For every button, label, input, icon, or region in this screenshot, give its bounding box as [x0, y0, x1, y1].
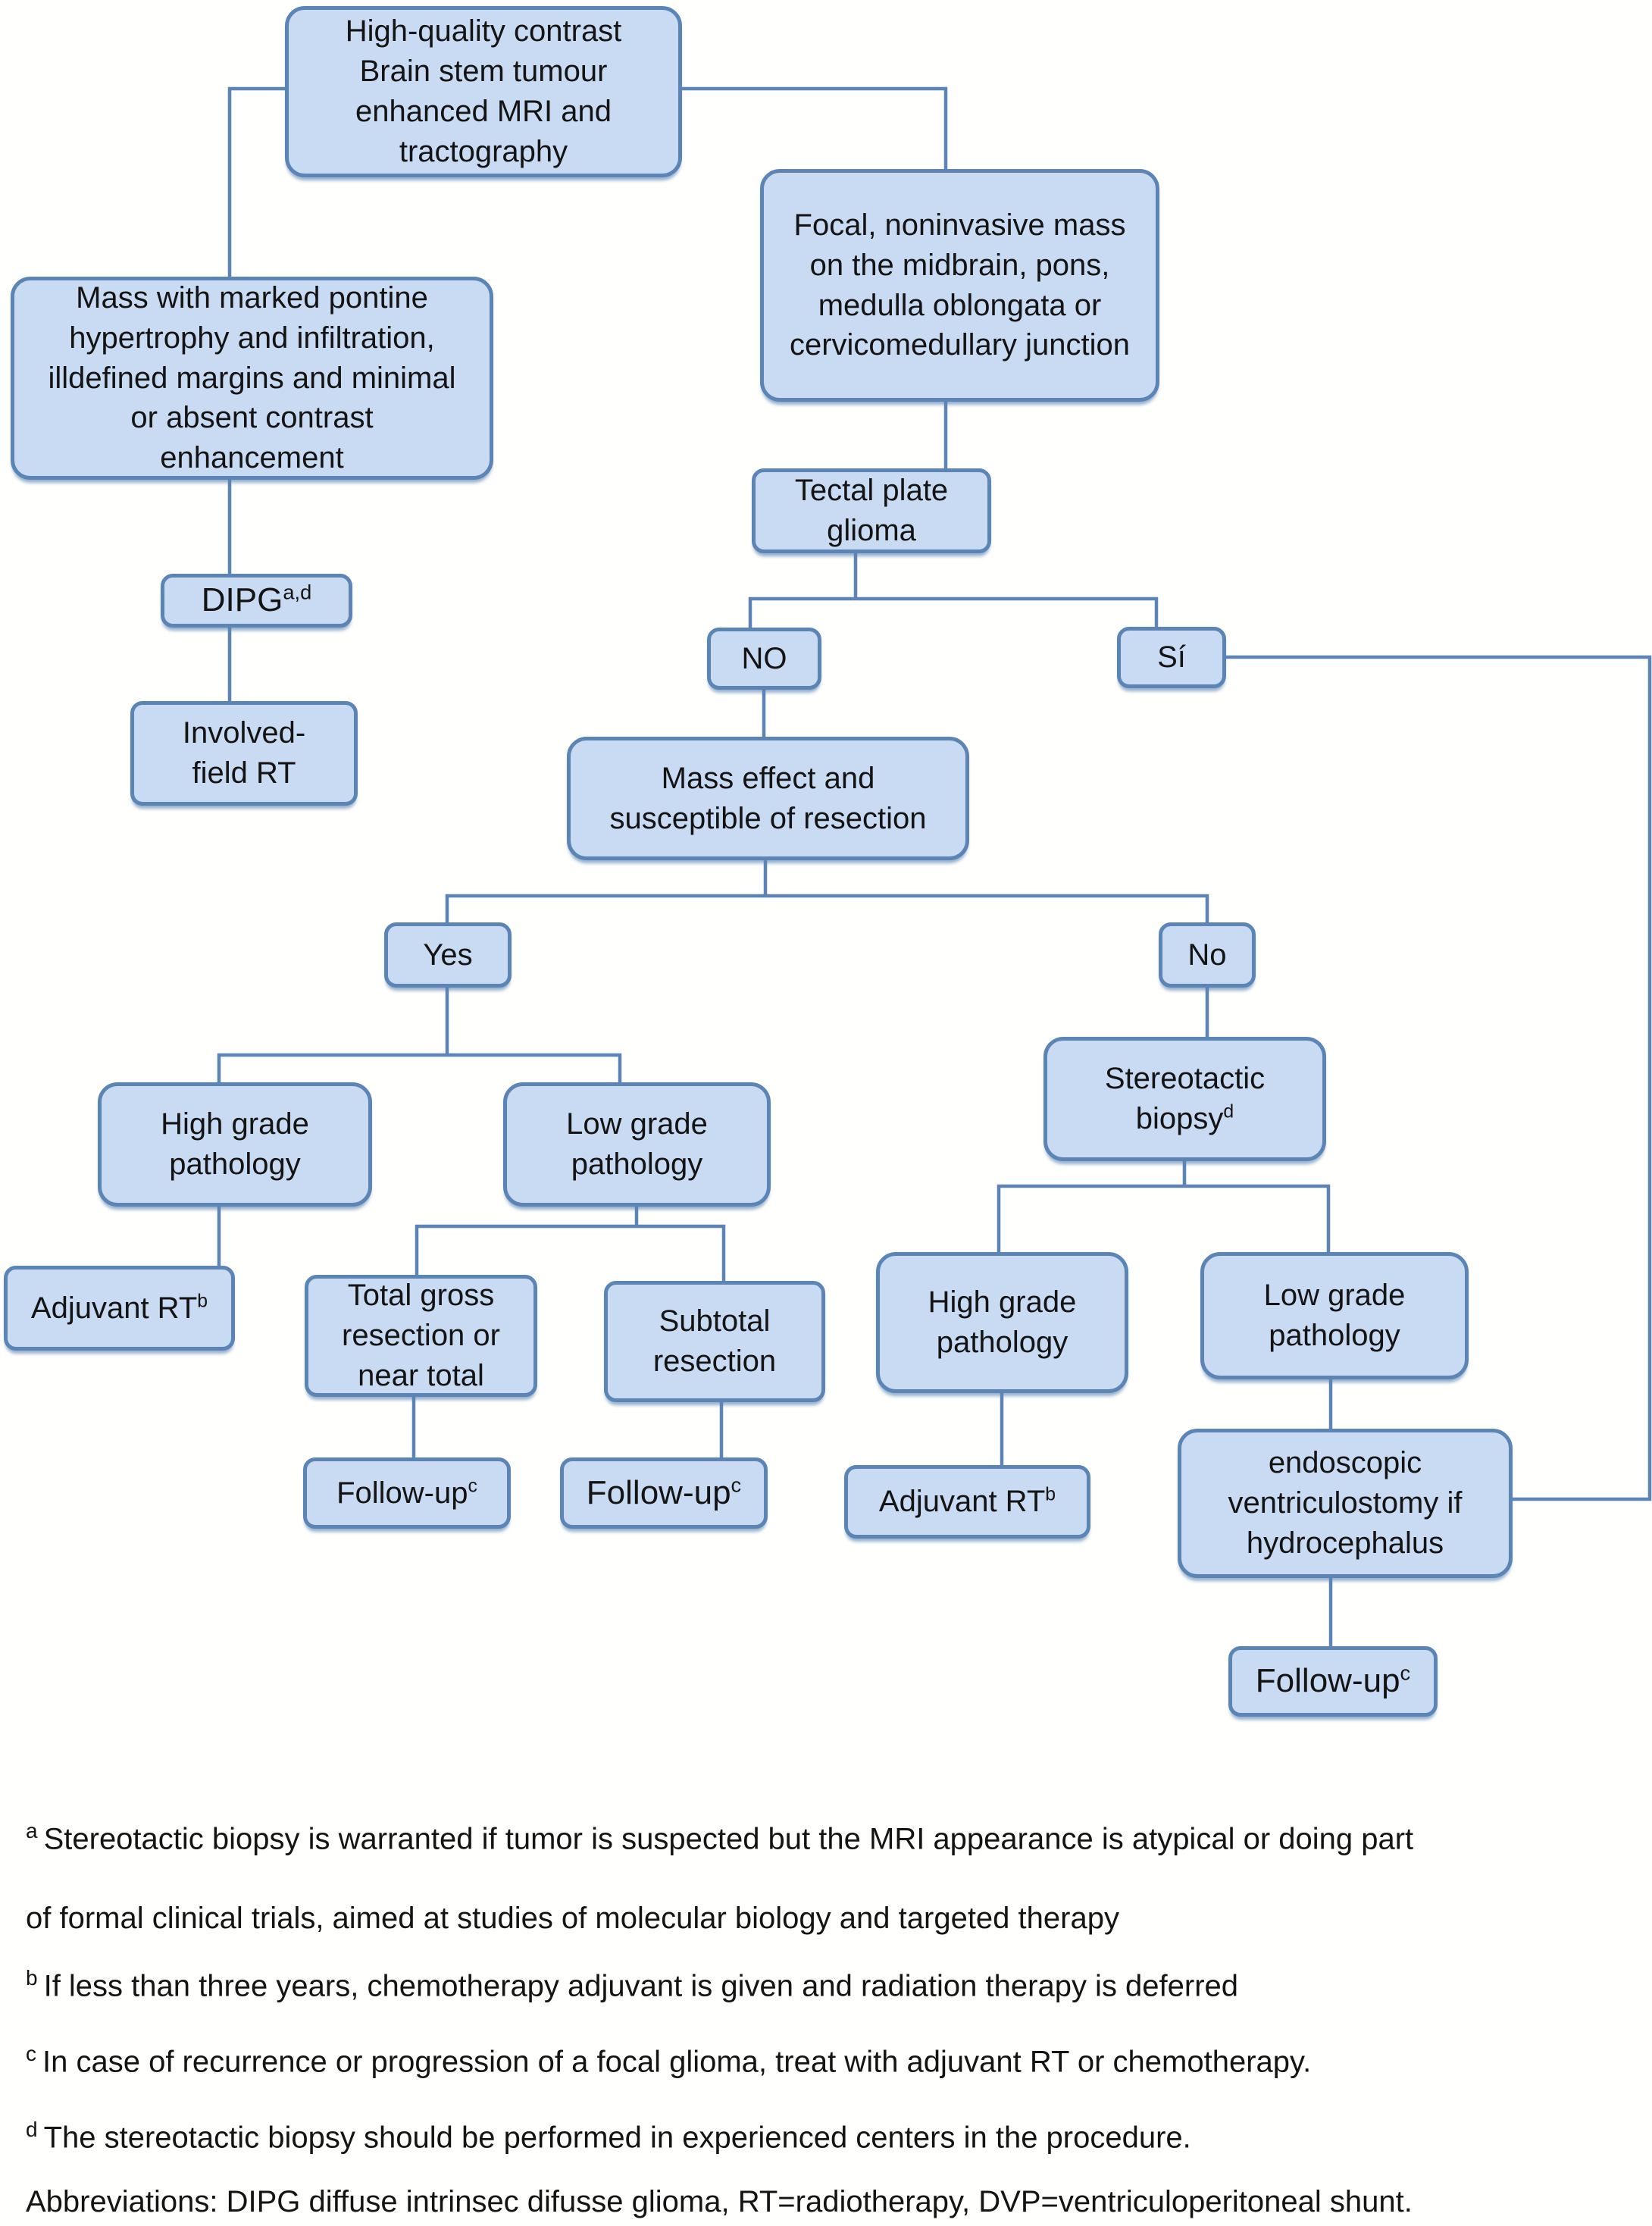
footnote-b-marker: b — [26, 1966, 38, 1990]
node-low-grade-left — [503, 1082, 771, 1207]
edge-stereotactic-branch — [999, 1161, 1328, 1252]
footnote-b-text: If less than three years, chemotherapy adjuvant is given and radiation therapy is deferred — [43, 1969, 1239, 2003]
node-followup-endo-sup: c — [1400, 1661, 1411, 1685]
node-followup-endo-label: Follow-up — [1255, 1662, 1400, 1700]
node-followup-total — [303, 1457, 511, 1529]
node-followup-subtotal — [560, 1457, 768, 1529]
node-low-grade-right — [1200, 1252, 1469, 1379]
node-followup-total-sup: c — [468, 1476, 477, 1497]
node-subtotal — [604, 1281, 825, 1402]
edge-lowgrade-branch — [417, 1207, 724, 1281]
node-adjuvant-left-sup: b — [197, 1291, 208, 1312]
footnote-a-text: Stereotactic biopsy is warranted if tumor is suspected but the MRI appearance is atypical or doing part — [43, 1822, 1414, 1856]
footnote-b — [26, 1965, 1625, 2005]
node-adjuvant-left — [4, 1266, 235, 1351]
node-adjuvant-right-sup: b — [1045, 1484, 1056, 1505]
footnote-a-marker: a — [26, 1819, 38, 1842]
edge-tectal-branch — [750, 553, 1156, 628]
node-mri-label: High-quality contrast Brain stem tumour enhanced MRI and tractography — [345, 14, 622, 168]
node-dipg — [161, 574, 352, 628]
footnote-a-line2-text: of formal clinical trials, aimed at studies of molecular biology and targeted therapy — [26, 1902, 1119, 1935]
footnote-a-line1 — [26, 1817, 1625, 1858]
footnote-c-text: In case of recurrence or progression of a focal glioma, treat with adjuvant RT or chemotherapy. — [42, 2045, 1312, 2079]
node-involved-rt-label: Involved-field RT — [182, 716, 306, 790]
node-endoscopic — [1178, 1429, 1513, 1578]
node-adjuvant-right-label: Adjuvant RT — [878, 1485, 1046, 1519]
node-mass-effect — [567, 737, 969, 860]
node-tectal-no — [707, 628, 821, 690]
node-total-gross — [305, 1275, 537, 1397]
node-low-grade-right-label: Low grade pathology — [1263, 1279, 1406, 1352]
node-resect-no-label: No — [1187, 938, 1227, 972]
node-tectal-si — [1117, 627, 1226, 688]
node-tectal-si-label: Sí — [1157, 640, 1186, 675]
node-low-grade-left-label: Low grade pathology — [566, 1107, 708, 1181]
node-focal-mass-label: Focal, noninvasive mass on the midbrain, pons, medulla oblongata or cervicomedullary junction — [789, 208, 1131, 362]
footnote-d-text: The stereotactic biopsy should be performed in experienced centers in the procedure. — [43, 2121, 1191, 2155]
node-stereotactic-sup: d — [1223, 1101, 1234, 1122]
abbreviations-line — [26, 2183, 1625, 2221]
node-dipg-sup: a,d — [283, 580, 312, 604]
node-followup-endo — [1228, 1646, 1438, 1717]
footnote-c-marker: c — [26, 2042, 36, 2065]
node-adjuvant-right — [844, 1465, 1090, 1539]
footnote-d-marker: d — [26, 2118, 38, 2141]
node-endoscopic-label: endoscopic ventriculostomy if hydrocephalus — [1228, 1446, 1463, 1560]
node-resect-yes — [384, 922, 512, 988]
node-tectal-no-label: NO — [741, 641, 787, 675]
node-mass-effect-label: Mass effect and susceptible of resection — [609, 761, 927, 835]
node-tectal — [752, 468, 991, 553]
node-subtotal-label: Subtotal resection — [652, 1304, 777, 1378]
node-diffuse-mass — [11, 277, 493, 480]
node-followup-subtotal-label: Follow-up — [586, 1473, 731, 1511]
edge-yes-branch — [219, 988, 620, 1082]
edge-mri-to-diffuse-mass — [230, 89, 285, 277]
node-stereotactic-label: Stereotactic biopsy — [1104, 1062, 1266, 1135]
node-resect-yes-label: Yes — [423, 938, 473, 972]
node-mri — [285, 6, 682, 177]
node-involved-rt — [130, 701, 358, 806]
node-focal-mass — [760, 169, 1159, 402]
footnote-a-line2 — [26, 1899, 1625, 1937]
footnote-d — [26, 2116, 1625, 2156]
node-high-grade-left-label: High grade pathology — [161, 1107, 309, 1181]
node-tectal-label: Tectal plate glioma — [794, 474, 949, 547]
node-stereotactic — [1043, 1037, 1326, 1161]
footnote-c — [26, 2040, 1625, 2080]
node-followup-total-label: Follow-up — [336, 1476, 468, 1510]
node-dipg-label: DIPG — [201, 581, 283, 619]
node-diffuse-mass-label: Mass with marked pontine hypertrophy and infiltration, illdefined margins and minimal or absent contrast enhancement — [48, 281, 456, 475]
node-total-gross-label: Total gross resection or near total — [342, 1279, 500, 1392]
node-resect-no — [1159, 922, 1256, 988]
node-followup-subtotal-sup: c — [731, 1473, 742, 1497]
node-high-grade-left — [98, 1082, 372, 1207]
edge-mri-to-focal-mass — [682, 89, 946, 169]
edge-mass-effect-branch — [447, 860, 1207, 922]
abbreviations-text: Abbreviations: DIPG diffuse intrinsec difusse glioma, RT=radiotherapy, DVP=ventriculoperitoneal shunt. — [26, 2185, 1413, 2218]
node-high-grade-right-label: High grade pathology — [928, 1285, 1077, 1359]
node-high-grade-right — [876, 1252, 1128, 1393]
node-adjuvant-left-label: Adjuvant RT — [30, 1291, 198, 1325]
